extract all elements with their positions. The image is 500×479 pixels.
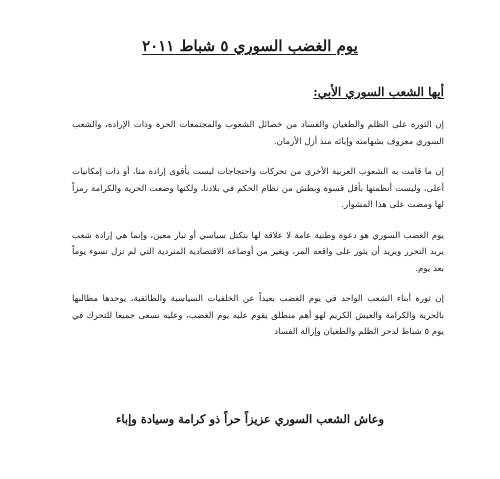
paragraph-2: إن ما قامت به الشعوب العربية الأخرى من تحركات واحتجاجات ليست بأقوى إرادة منا، أو ذات إمكانيات أعلى، وليست أنظمتها بأقل قسوة وبطش من نظام الحكم في بلادنا، ولكنها وضعت الحرية والكرامة رمزاً لها ومضت على هذا المشوار. [72, 167, 444, 210]
paragraph-4: إن ثورة أبناء الشعب الواحد في يوم الغضب بعيداً عن الخلفيات السياسية والطائفية، يوحدها مطالبها بالحرية والكرامة والعيش الكريم لهو أهم منطلق يقوم عليه يوم الغضب، وعليه نسعى جميعا للتحرك في يوم ٥ شباط لدحر الظلم والطغيان وإزالة الفساد [72, 294, 444, 337]
closing-line: وعاش الشعب السوري عزيزاً حراً ذو كرامة وسيادة وإباء [115, 412, 385, 426]
document-title: يوم الغضب السوري ٥ شباط ٢٠١١ [142, 37, 358, 55]
title-wrapper [0, 36, 500, 55]
closing-wrapper [0, 408, 500, 427]
paragraph-3: يوم الغضب السوري هو دعوة وطنية عامة لا علاقة لها بتكتل سياسي أو تيار معين، وإنما هي إرادة شعب يريد التحرر ويريد أن يثور على واقعه المر، ويغير من أوضاعه الاقتصادية المتردية التي لم تزل تسوء يوماً بعد يوم. [72, 230, 444, 274]
document-body [72, 84, 444, 355]
greeting: أيها الشعب السوري الأبي: [313, 85, 444, 99]
paragraph-1: إن الثورة على الظلم والطغيان والفساد من خصائل الشعوب والمجتمعات الحرة وذات الإرادة، والشعب السوري معروف بشهامته وإبائه منذ أزل الأزمان. [72, 120, 444, 147]
